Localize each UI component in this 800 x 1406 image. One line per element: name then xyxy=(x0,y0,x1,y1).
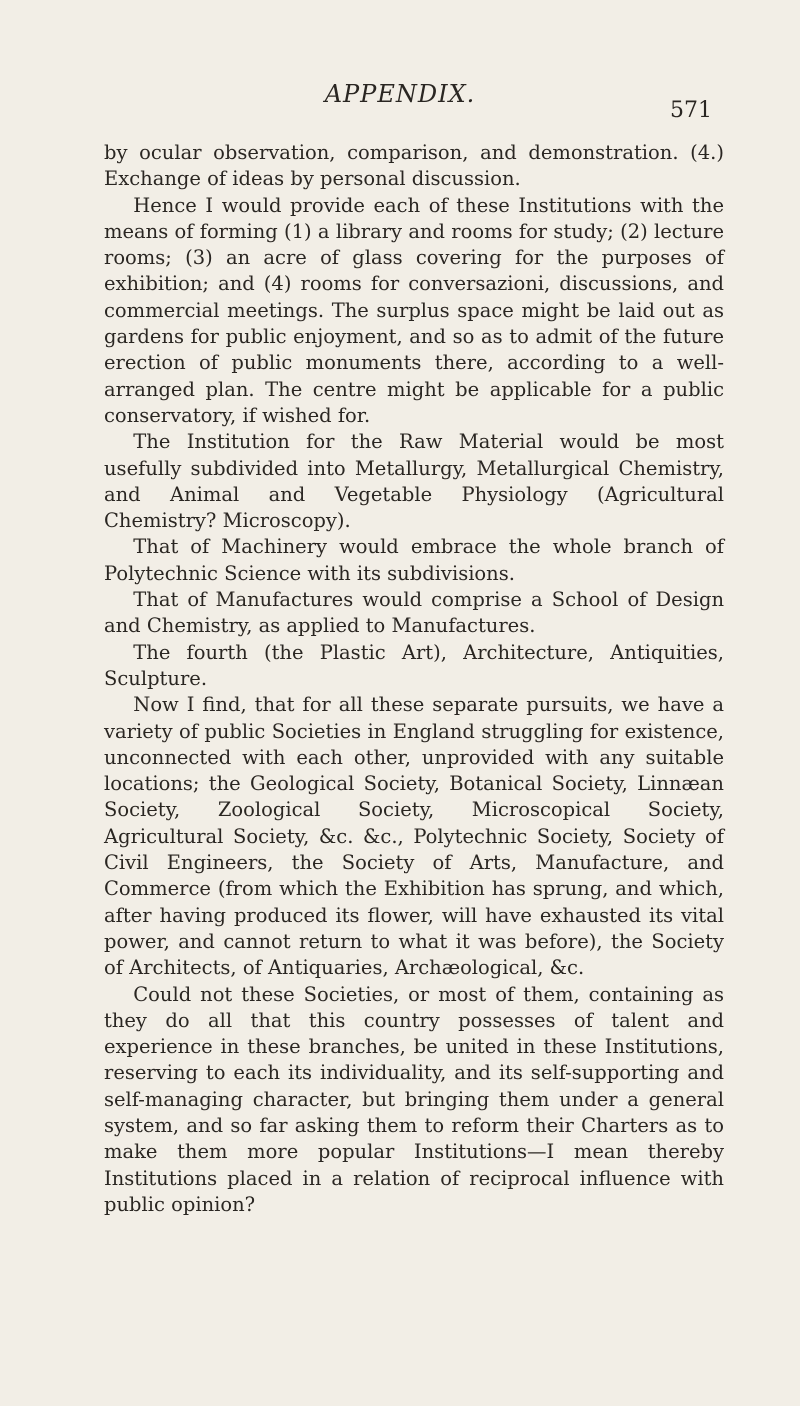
paragraph-institution-facilities: Hence I would provide each of these Institutions with the means of forming (1) a library and rooms for study; (2) lecture rooms; (3) an acre of glass covering for the purposes of exhibition; and (4) rooms for conversazioni, discussions, and commercial meetings. The surplus space might be laid out as gardens for public enjoyment, and so as to admit of the future erection of public monuments there, according to a well-arranged plan. The centre might be applicable for a public conservatory, if wished for. xyxy=(104,193,724,427)
paragraph-manufactures: That of Manufactures would comprise a School of Design and Chemistry, as applied to Manufactures. xyxy=(104,588,724,638)
running-title: APPENDIX. xyxy=(324,80,476,108)
paragraph-plastic-art: The fourth (the Plastic Art), Architecture, Antiquities, Sculpture. xyxy=(104,640,724,690)
paragraph-public-societies: Now I find, that for all these separate pursuits, we have a variety of public Societies in England struggling for existence, unconnected with each other, unprovided with any suitable locations; the Geological Society, Botanical Society, Linnæan Society, Zoological Society, Microscopical Society, Agricultural Society, &c. &c., Polytechnic Society, Society of Civil Engineers, the Society of Arts, Manufacture, and Commerce (from which the Exhibition has sprung, and which, after having produced its flower, will have exhausted its vital power, and cannot return to what it was before), the Society of Architects, of Antiquaries, Archæological, &c. xyxy=(104,693,724,980)
paragraph-raw-material: The Institution for the Raw Material would be most usefully subdivided into Metallurgy, Metallurgical Chemistry, and Animal and Vegetable Physiology (Agricultural Chemistry? Microscopy). xyxy=(104,430,724,533)
paragraph-machinery: That of Machinery would embrace the whole branch of Polytechnic Science with its subdivisions. xyxy=(104,535,724,585)
page-number: 571 xyxy=(670,98,712,123)
paragraph-continuation: by ocular observation, comparison, and demonstration. (4.) Exchange of ideas by personal discussion. xyxy=(104,141,724,191)
paragraph-united-societies: Could not these Societies, or most of them, containing as they do all that this country possesses of talent and experience in these branches, be united in these Institutions, reserving to each its individuality, and its self-supporting and self-managing character, but bringing them under a general system, and so far asking them to reform their Charters as to make them more popular Institutions—I mean thereby Institutions placed in a relation of reciprocal influence with public opinion? xyxy=(104,982,724,1216)
body-text xyxy=(104,140,724,1218)
